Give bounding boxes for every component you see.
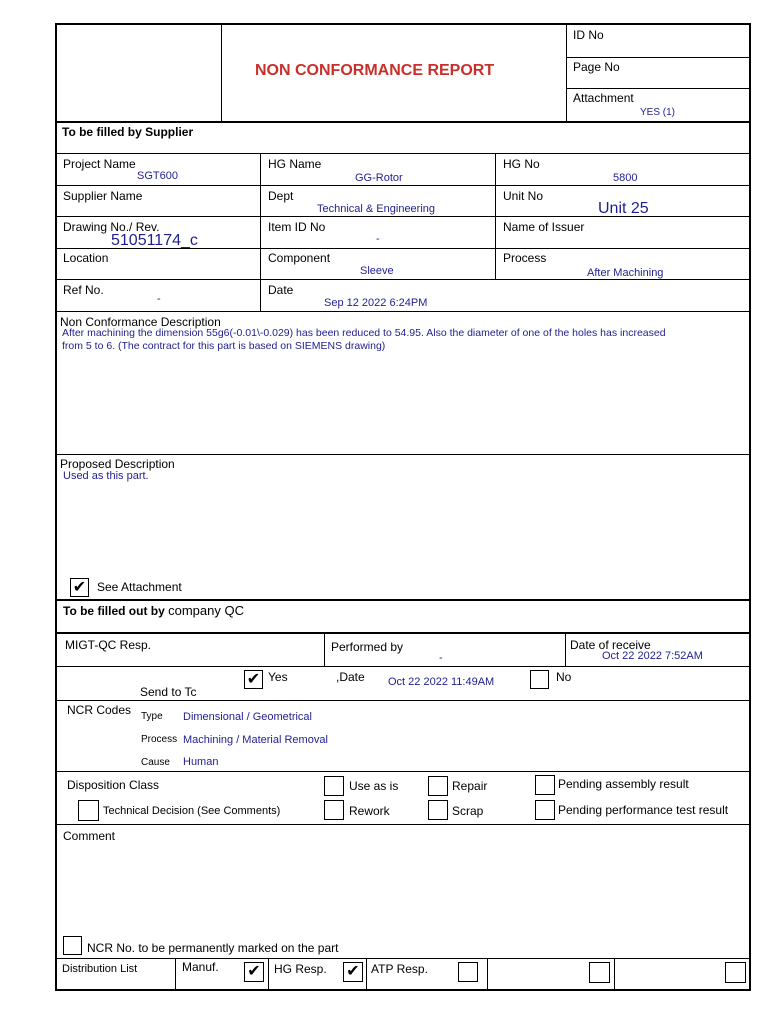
proposed-value: Used as this part. [63,470,149,482]
qc-heading-rest: company QC [168,603,244,618]
project-name-label: Project Name [63,157,136,171]
manuf-checkbox[interactable]: ✔ [244,962,264,982]
hg-name-label: HG Name [268,157,322,171]
header-bottom-line [55,121,751,123]
header-row-line-2 [566,88,751,89]
date2-value: Oct 22 2022 11:49AM [388,676,495,688]
migt-label: MIGT-QC Resp. [65,638,152,652]
dist-col-1 [175,958,176,990]
component-value: Sleeve [360,265,394,277]
scrap-checkbox[interactable] [428,800,448,820]
header-divider-left [221,24,222,122]
date-label: Date [268,283,294,297]
type-value: Dimensional / Geometrical [183,711,312,723]
send-to-tc-label: Send to Tc [140,685,197,699]
atp-resp-label: ATP Resp. [371,962,428,976]
performed-value: - [439,652,443,664]
repair-label: Repair [452,779,488,793]
grid-row-1 [55,185,751,186]
hg-resp-label: HG Resp. [274,962,327,976]
pending-performance-label: Pending performance test result [558,803,729,817]
use-as-is-label: Use as is [349,779,399,793]
pending-assembly-checkbox[interactable] [535,775,555,795]
distribution-label: Distribution List [62,963,138,975]
scrap-label: Scrap [452,804,484,818]
performed-label: Performed by [331,640,404,654]
hg-no-label: HG No [503,157,540,171]
supplier-section-heading: To be filled by Supplier [62,125,194,139]
supplier-section-bottom [55,599,751,601]
see-attachment-label: See Attachment [97,580,182,594]
qc-section-heading [63,604,244,618]
qc-row-5 [55,958,751,959]
id-no-label: ID No [573,28,604,42]
dept-label: Dept [268,189,294,203]
grid-row-5 [55,311,751,312]
comment-label: Comment [63,829,116,843]
performed-divider [565,634,566,667]
unit-no-label: Unit No [503,189,544,203]
dist-col-4 [487,958,488,990]
qc-heading-line [55,632,751,634]
page-no-label: Page No [573,60,620,74]
technical-decision-checkbox[interactable] [78,800,99,821]
ncd-label: Non Conformance Description [60,315,221,329]
ncr-codes-label: NCR Codes [67,703,132,717]
process-label: Process [503,251,547,265]
report-title: NON CONFORMANCE REPORT [255,62,495,79]
technical-decision-label: Technical Decision (See Comments) [103,805,281,817]
attachment-label: Attachment [573,91,634,105]
manuf-label: Manuf. [182,960,219,974]
proposed-label: Proposed Description [60,457,175,471]
no-checkbox[interactable] [530,670,549,689]
dist-col-3 [366,958,367,990]
ref-no-value: - [157,293,161,305]
header-row-line-1 [566,57,751,58]
date-value: Sep 12 2022 6:24PM [324,297,428,309]
cause-value: Human [183,756,219,768]
process-value: After Machining [587,267,664,279]
drawing-value: 51051174_c [111,232,198,249]
dist-col-2 [268,958,269,990]
qc-row-2 [55,700,751,701]
use-as-is-checkbox[interactable] [324,776,344,796]
issuer-label: Name of Issuer [503,220,585,234]
component-label: Component [268,251,331,265]
grid-col-2 [495,153,496,280]
rework-label: Rework [349,804,390,818]
cause-label: Cause [141,757,170,768]
header-divider-right [566,24,567,122]
hg-name-value: GG-Rotor [355,172,403,184]
yes-checkbox[interactable]: ✔ [244,670,263,689]
qc-row-4 [55,824,751,825]
dist-blank-checkbox-1[interactable] [589,962,610,983]
hg-no-value: 5800 [613,172,638,184]
pending-assembly-label: Pending assembly result [558,777,689,791]
project-name-value: SGT600 [137,170,178,182]
supplier-heading-line [55,153,751,154]
dist-blank-checkbox-2[interactable] [725,962,746,983]
repair-checkbox[interactable] [428,776,448,796]
supplier-name-label: Supplier Name [63,189,143,203]
form-border [55,23,751,991]
ncd-line-2: from 5 to 6. (The contract for this part is based on SIEMENS drawing) [62,340,386,352]
disposition-label: Disposition Class [67,778,160,792]
ncr-process-label: Process [141,734,178,745]
migt-divider [324,634,325,667]
ref-no-label: Ref No. [63,283,104,297]
date-receive-label: Date of receive [570,638,651,652]
yes-label: Yes [268,670,288,684]
date-receive-value: Oct 22 2022 7:52AM [602,650,703,662]
ncr-marked-label: NCR No. to be permanently marked on the part [87,941,339,955]
qc-row-3 [55,771,751,772]
qc-heading-bold: To be filled out by [63,604,165,618]
qc-row-1 [55,666,751,667]
ncd-line-1: After machining the dimension 55g6(-0.01\-0.029) has been reduced to 54.95. Also the diameter of one of the holes has increased [62,327,666,339]
attachment-value: YES (1) [640,107,676,118]
rework-checkbox[interactable] [324,800,344,820]
see-attachment-checkbox[interactable]: ✔ [70,578,89,597]
atp-resp-checkbox[interactable] [458,962,478,982]
dist-col-5 [614,958,615,990]
item-id-value: - [376,233,380,245]
date2-label: ,Date [336,670,365,684]
grid-col-1 [260,153,261,311]
drawing-label: Drawing No./ Rev. [63,220,160,234]
pending-performance-checkbox[interactable] [535,800,555,820]
hg-resp-checkbox[interactable]: ✔ [343,962,363,982]
no-label: No [556,670,572,684]
ncr-process-value: Machining / Material Removal [183,734,328,746]
dept-value: Technical & Engineering [317,203,436,215]
ncd-bottom-line [55,454,751,455]
unit-no-value: Unit 25 [598,200,649,217]
item-id-label: Item ID No [268,220,326,234]
location-label: Location [63,251,109,265]
ncr-marked-checkbox[interactable] [63,936,82,955]
type-label: Type [141,711,163,722]
